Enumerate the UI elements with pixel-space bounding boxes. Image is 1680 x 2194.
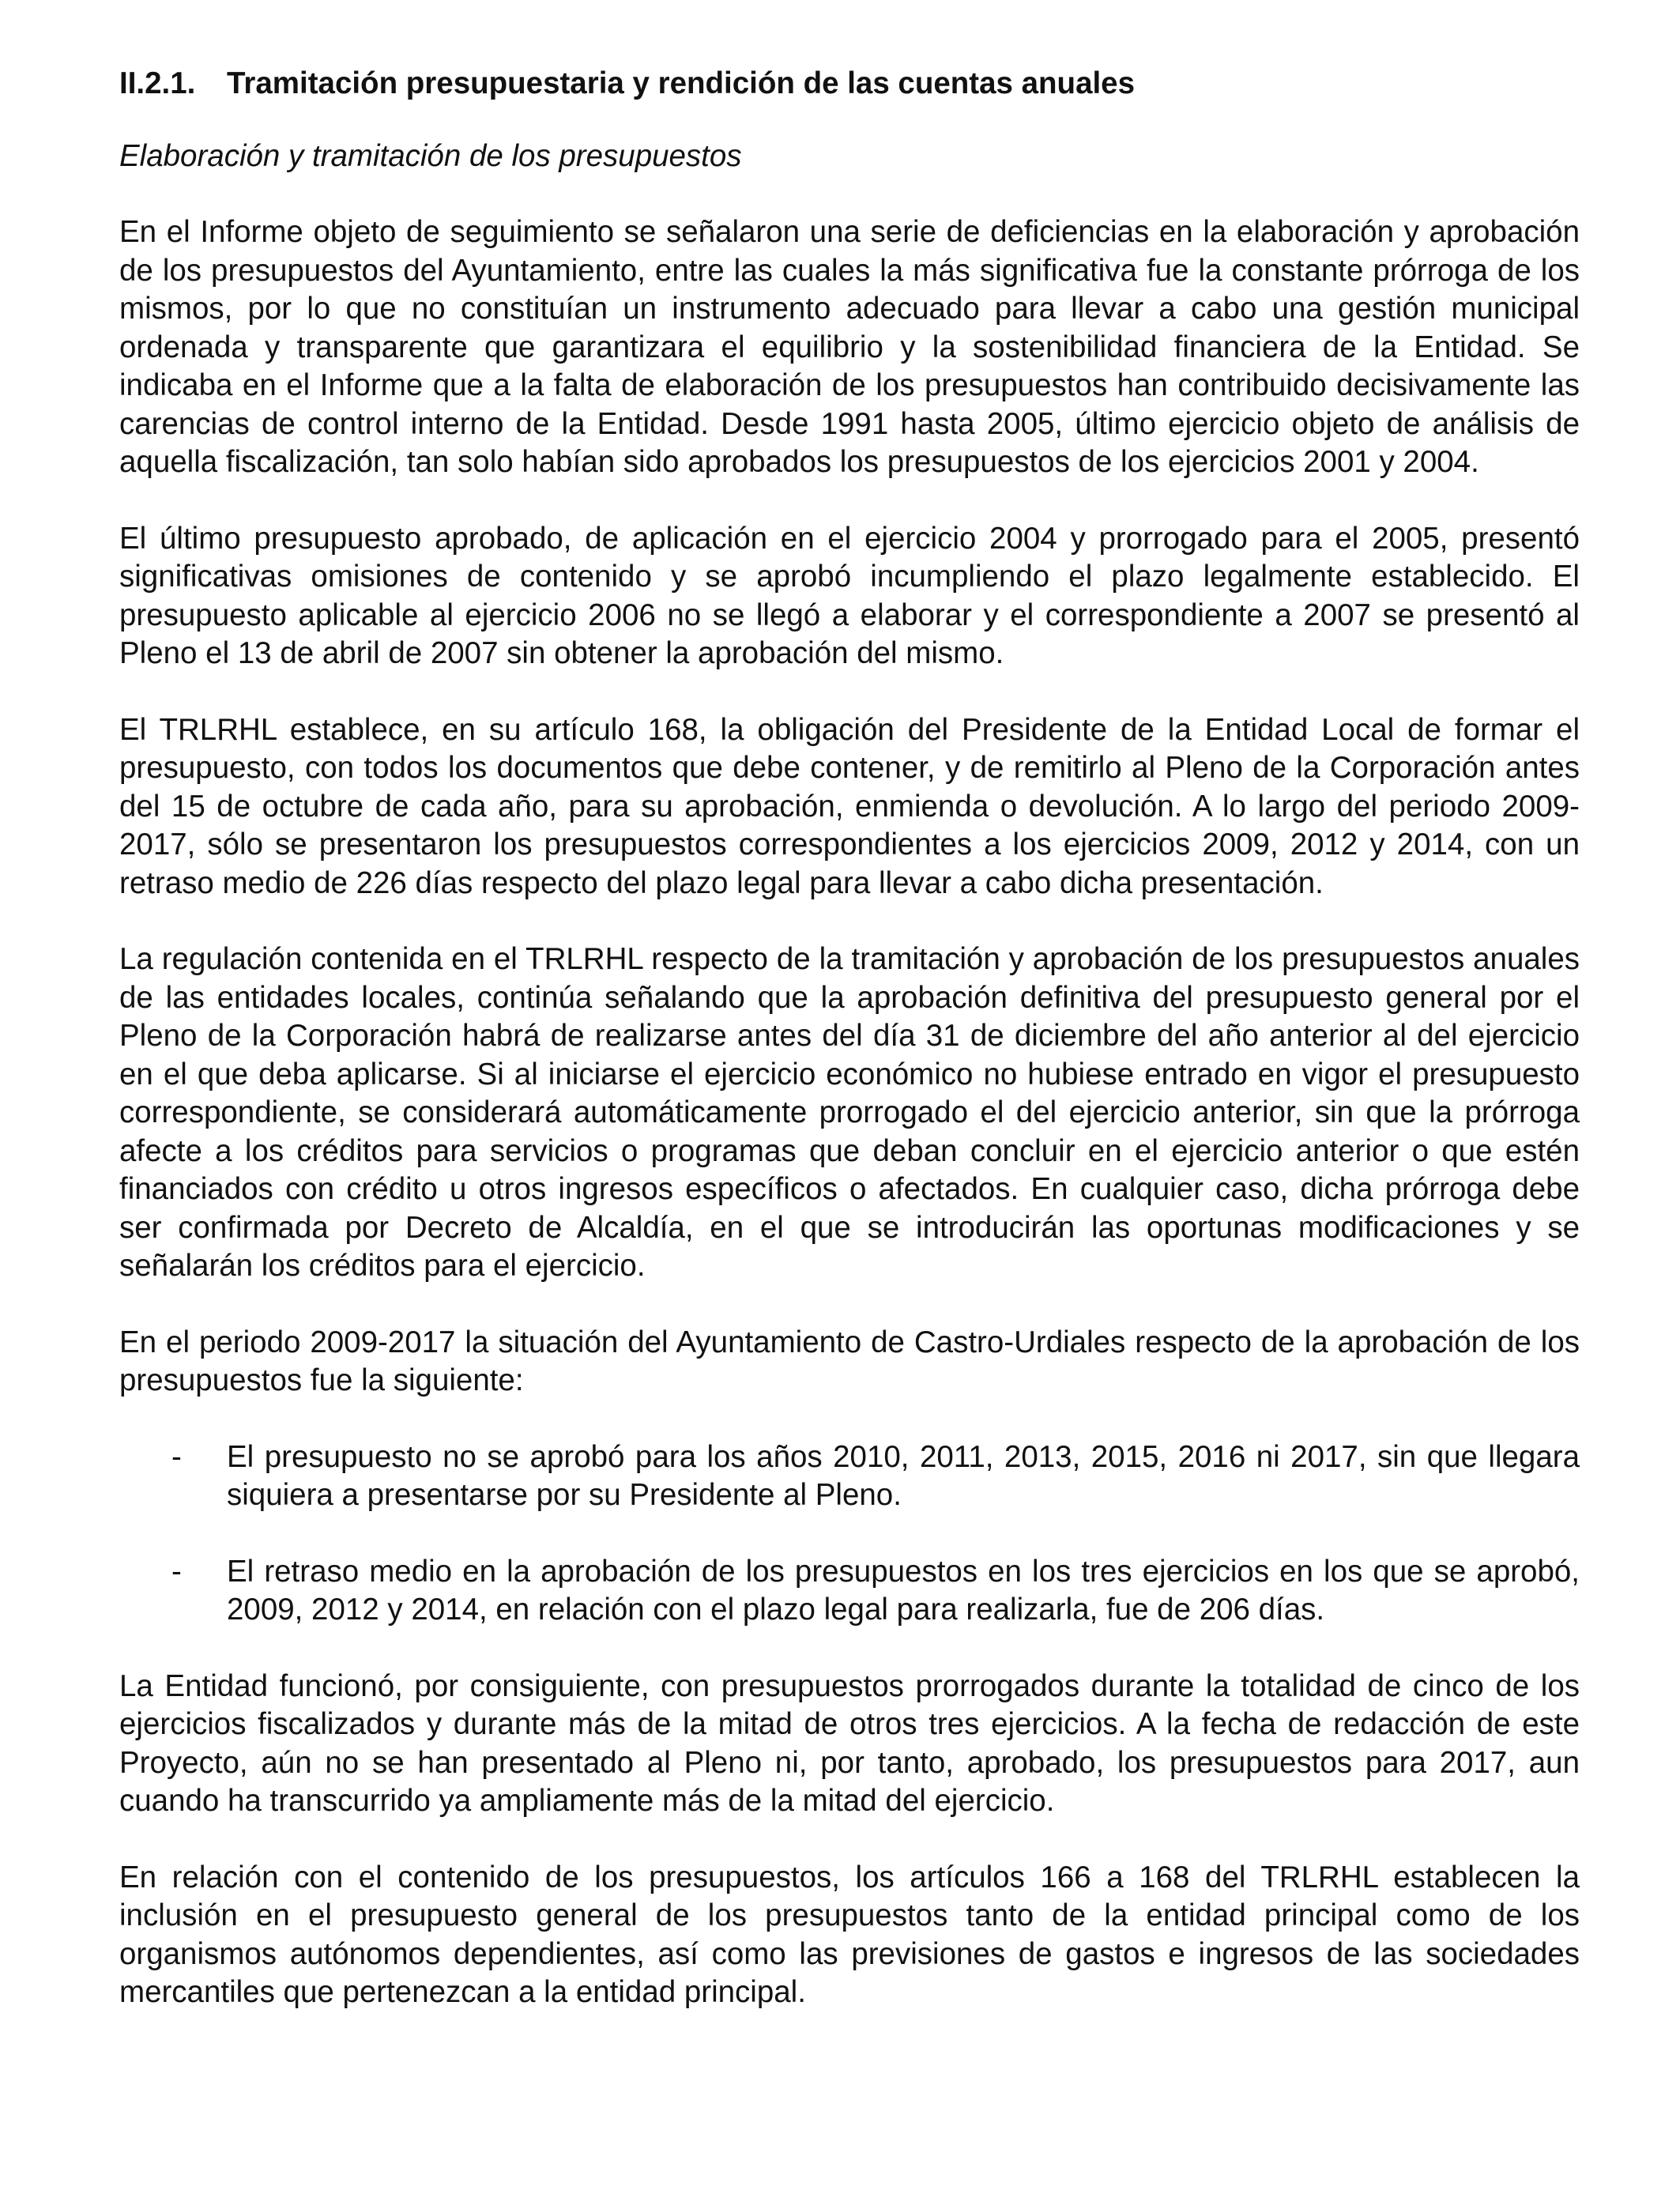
paragraph-regulacion-tramitacion: La regulación contenida en el TRLRHL respecto de la tramitación y aprobación de los presupuestos anuales de las entidades locales, continúa señalando que la aprobación definitiva del presupuesto general por el Pleno de la Corporación habrá de realizarse antes del día 31 de diciembre del año anterior al del ejercicio en el que deba aplicarse. Si al iniciarse el ejercicio económico no hubiese entrado en vigor el presupuesto correspondiente, se considerará automáticamente prorrogado el del ejercicio anterior, sin que la prórroga afecte a los créditos para servicios o programas que deban concluir en el ejercicio anterior o que estén financiados con crédito u otros ingresos específicos o afectados. En cualquier caso, dicha prórroga debe ser confirmada por Decreto de Alcaldía, en el que se introducirán las oportunas modificaciones y se señalarán los créditos para el ejercicio.	[119, 942, 1580, 1283]
paragraph-trlrhl-articulo-168: El TRLRHL establece, en su artículo 168, la obligación del Presidente de la Entidad Local de formar el presupuesto, con todos los documentos que debe contener, y de remitirlo al Pleno de la Corporación antes del 15 de octubre de cada año, para su aprobación, enmienda o devolución. A lo largo del periodo 2009-2017, sólo se presentaron los presupuestos correspondientes a los ejercicios 2009, 2012 y 2014, con un retraso medio de 226 días respecto del plazo legal para llevar a cabo dicha presentación.	[119, 712, 1580, 900]
paragraph-situacion-periodo: En el periodo 2009-2017 la situación del Ayuntamiento de Castro-Urdiales respecto de la aprobación de los presupuestos fue la siguiente:	[119, 1325, 1580, 1397]
bullet-list	[119, 1438, 1580, 1630]
subsection-heading: Elaboración y tramitación de los presupuestos	[119, 138, 742, 173]
paragraph-contenido-presupuestos: En relación con el contenido de los presupuestos, los artículos 166 a 168 del TRLRHL establecen la inclusión en el presupuesto general de los presupuestos tanto de la entidad principal como de los organismos autónomos dependientes, así como las previsiones de gastos e ingresos de las sociedades mercantiles que pertenezcan a la entidad principal.	[119, 1860, 1580, 2009]
bullet-text: El retraso medio en la aprobación de los presupuestos en los tres ejercicios en los que se aprobó, 2009, 2012 y 2014, en relación con el plazo legal para realizarla, fue de 206 días.	[227, 1554, 1580, 1627]
bullet-text: El presupuesto no se aprobó para los años 2010, 2011, 2013, 2015, 2016 ni 2017, sin que llegara siquiera a presentarse por su Presidente al Pleno.	[227, 1439, 1580, 1512]
paragraph-presupuestos-prorrogados: La Entidad funcionó, por consiguiente, con presupuestos prorrogados durante la totalidad de cinco de los ejercicios fiscalizados y durante más de la mitad de otros tres ejercicios. A la fecha de redacción de este Proyecto, aún no se han presentado al Pleno ni, por tanto, aprobado, los presupuestos para 2017, aun cuando ha transcurrido ya ampliamente más de la mitad del ejercicio.	[119, 1668, 1580, 1818]
bullet-dash: -	[171, 1439, 182, 1474]
section-title: Tramitación presupuestaria y rendición de las cuentas anuales	[227, 66, 1136, 100]
list-item	[119, 1553, 1580, 1630]
section-number: II.2.1.	[119, 66, 196, 100]
paragraph-ultimo-presupuesto: El último presupuesto aprobado, de aplicación en el ejercicio 2004 y prorrogado para el 2005, presentó significativas omisiones de contenido y se aprobó incumpliendo el plazo legalmente establecido. El presupuesto aplicable al ejercicio 2006 no se llegó a elaborar y el correspondiente a 2007 se presentó al Pleno el 13 de abril de 2007 sin obtener la aprobación del mismo.	[119, 521, 1580, 670]
section-heading	[119, 65, 1580, 104]
document-page	[119, 65, 1580, 2050]
list-item	[119, 1438, 1580, 1515]
bullet-dash: -	[171, 1554, 182, 1589]
paragraph-informe-deficiencias: En el Informe objeto de seguimiento se señalaron una serie de deficiencias en la elaboración y aprobación de los presupuestos del Ayuntamiento, entre las cuales la más significativa fue la constante prórroga de los mismos, por lo que no constituían un instrumento adecuado para llevar a cabo una gestión municipal ordenada y transparente que garantizara el equilibrio y la sostenibilidad financiera de la Entidad. Se indicaba en el Informe que a la falta de elaboración de los presupuestos han contribuido decisivamente las carencias de control interno de la Entidad. Desde 1991 hasta 2005, último ejercicio objeto de análisis de aquella fiscalización, tan solo habían sido aprobados los presupuestos de los ejercicios 2001 y 2004.	[119, 215, 1580, 479]
